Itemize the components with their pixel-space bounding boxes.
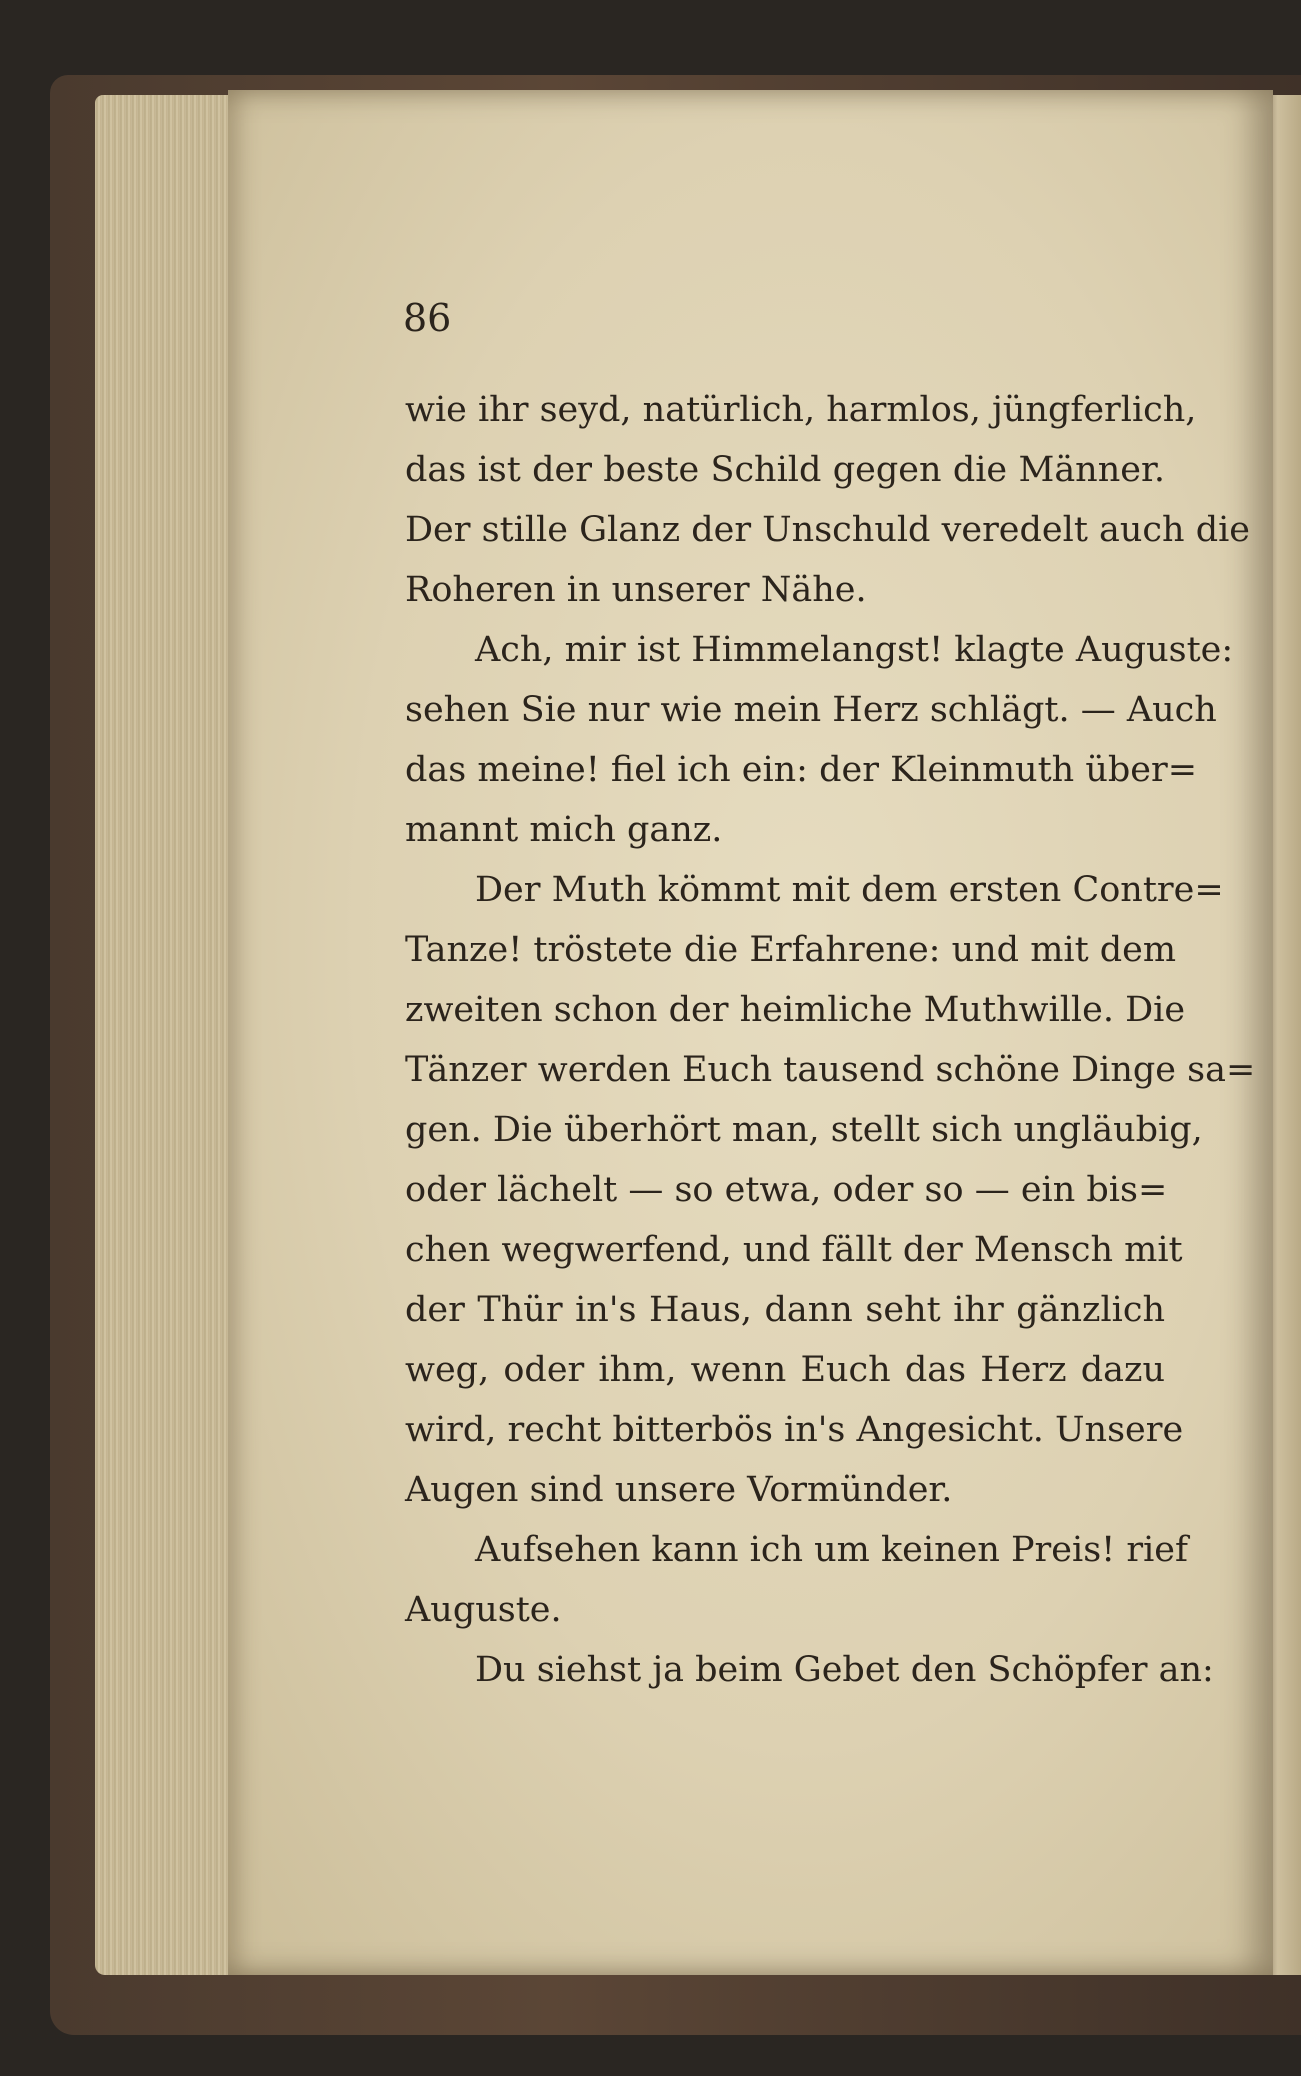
- text-line: Der Muth kömmt mit dem ersten Contre=: [475, 870, 1224, 910]
- text-line: Aufsehen kann ich um keinen Preis! rief: [475, 1530, 1188, 1570]
- text-line: wie ihr seyd, natürlich, harmlos, jüngferlich,: [405, 390, 1197, 430]
- text-line: Der stille Glanz der Unschuld veredelt auch die: [405, 510, 1251, 550]
- text-line: sehen Sie nur wie mein Herz schlägt. — Auch: [405, 690, 1217, 730]
- text-line: oder lächelt — so etwa, oder so — ein bis=: [405, 1170, 1168, 1210]
- text-line: das meine! fiel ich ein: der Kleinmuth über=: [405, 750, 1198, 790]
- text-line: Tanze! tröstete die Erfahrene: und mit dem: [405, 930, 1177, 970]
- text-line: Du siehst ja beim Gebet den Schöpfer an:: [475, 1650, 1214, 1690]
- text-line: der Thür in's Haus, dann seht ihr gänzlich: [405, 1290, 1165, 1330]
- text-line: Augen sind unsere Vormünder.: [405, 1470, 953, 1510]
- text-line: Ach, mir ist Himmelangst! klagte Auguste:: [475, 630, 1234, 670]
- text-line: Auguste.: [405, 1590, 562, 1630]
- text-line: weg, oder ihm, wenn Euch das Herz dazu: [405, 1350, 1165, 1390]
- page-edges: [95, 95, 235, 1975]
- text-line: wird, recht bitterbös in's Angesicht. Unsere: [405, 1410, 1184, 1450]
- text-line: mannt mich ganz.: [405, 810, 723, 850]
- text-lines: [405, 380, 1256, 1700]
- page-number: 86: [403, 296, 452, 340]
- text-line: Roheren in unserer Nähe.: [405, 570, 867, 610]
- text-line: gen. Die überhört man, stellt sich ungläubig,: [405, 1110, 1203, 1150]
- text-line: zweiten schon der heimliche Muthwille. Die: [405, 990, 1186, 1030]
- text-line: das ist der beste Schild gegen die Männer.: [405, 450, 1165, 490]
- text-line: Tänzer werden Euch tausend schöne Dinge sa=: [405, 1050, 1256, 1090]
- text-line: chen wegwerfend, und fällt der Mensch mit: [405, 1230, 1183, 1270]
